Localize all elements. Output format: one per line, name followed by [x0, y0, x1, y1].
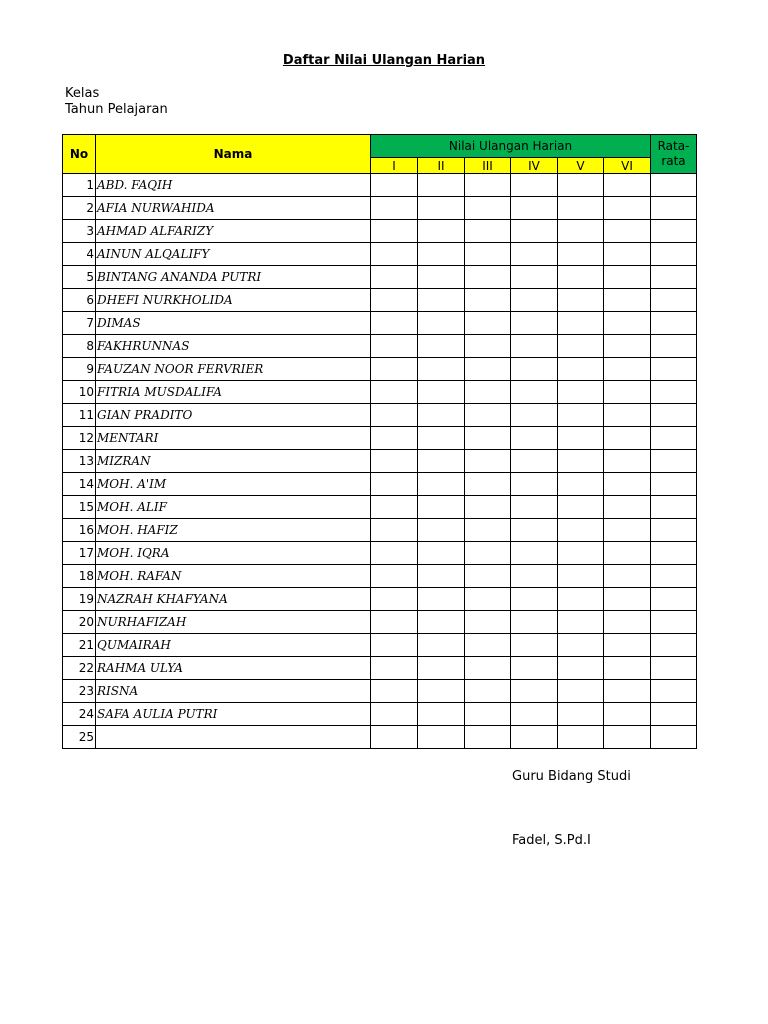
average-cell: [651, 358, 697, 381]
score-cell: [558, 450, 604, 473]
score-cell: [418, 450, 465, 473]
table-row: [63, 266, 697, 289]
score-cell: [511, 634, 558, 657]
score-cell: [465, 381, 511, 404]
row-number: 8: [63, 335, 96, 358]
row-number: 21: [63, 634, 96, 657]
table-row: [63, 565, 697, 588]
score-cell: [604, 358, 651, 381]
score-cell: [511, 496, 558, 519]
student-name: MIZRAN: [96, 450, 371, 473]
student-name: FITRIA MUSDALIFA: [96, 381, 371, 404]
score-cell: [371, 703, 418, 726]
score-cell: [371, 611, 418, 634]
score-cell: [371, 266, 418, 289]
table-row: [63, 404, 697, 427]
score-cell: [558, 657, 604, 680]
row-number: 7: [63, 312, 96, 335]
score-cell: [418, 680, 465, 703]
score-cell: [418, 381, 465, 404]
score-cell: [511, 335, 558, 358]
score-cell: [558, 197, 604, 220]
average-cell: [651, 726, 697, 749]
score-cell: [371, 496, 418, 519]
score-cell: [604, 542, 651, 565]
score-cell: [511, 381, 558, 404]
score-cell: [371, 358, 418, 381]
score-cell: [511, 726, 558, 749]
score-cell: [511, 680, 558, 703]
student-name: FAKHRUNNAS: [96, 335, 371, 358]
score-cell: [558, 519, 604, 542]
header-no: No: [63, 135, 96, 174]
student-name: RISNA: [96, 680, 371, 703]
score-cell: [418, 220, 465, 243]
score-cell: [465, 174, 511, 197]
header-ulangan-6: VI: [604, 158, 651, 174]
row-number: 22: [63, 657, 96, 680]
score-cell: [558, 496, 604, 519]
average-cell: [651, 703, 697, 726]
student-name: AINUN ALQALIFY: [96, 243, 371, 266]
score-cell: [465, 266, 511, 289]
score-cell: [418, 243, 465, 266]
score-cell: [604, 703, 651, 726]
score-cell: [418, 197, 465, 220]
score-cell: [558, 266, 604, 289]
score-cell: [418, 703, 465, 726]
score-cell: [604, 381, 651, 404]
score-cell: [465, 726, 511, 749]
score-cell: [558, 565, 604, 588]
row-number: 19: [63, 588, 96, 611]
score-cell: [418, 358, 465, 381]
student-name: [96, 726, 371, 749]
score-cell: [371, 450, 418, 473]
score-cell: [558, 220, 604, 243]
student-name: AFIA NURWAHIDA: [96, 197, 371, 220]
table-row: [63, 634, 697, 657]
score-cell: [558, 726, 604, 749]
score-cell: [558, 611, 604, 634]
grades-table: [62, 134, 697, 749]
score-cell: [465, 312, 511, 335]
header-rata-rata: Rata-rata: [651, 135, 697, 174]
student-name: BINTANG ANANDA PUTRI: [96, 266, 371, 289]
row-number: 1: [63, 174, 96, 197]
row-number: 10: [63, 381, 96, 404]
table-row: [63, 312, 697, 335]
header-ulangan-4: IV: [511, 158, 558, 174]
row-number: 2: [63, 197, 96, 220]
score-cell: [511, 450, 558, 473]
score-cell: [465, 519, 511, 542]
score-cell: [604, 174, 651, 197]
score-cell: [511, 358, 558, 381]
student-name: ABD. FAQIH: [96, 174, 371, 197]
header-ulangan-2: II: [418, 158, 465, 174]
score-cell: [465, 703, 511, 726]
score-cell: [558, 358, 604, 381]
score-cell: [371, 657, 418, 680]
table-row: [63, 496, 697, 519]
table-row: [63, 220, 697, 243]
score-cell: [558, 404, 604, 427]
tahun-pelajaran-label: Tahun Pelajaran: [65, 102, 168, 117]
score-cell: [465, 450, 511, 473]
score-cell: [604, 335, 651, 358]
score-cell: [371, 174, 418, 197]
average-cell: [651, 174, 697, 197]
score-cell: [371, 473, 418, 496]
score-cell: [371, 404, 418, 427]
score-cell: [604, 726, 651, 749]
score-cell: [604, 450, 651, 473]
score-cell: [558, 174, 604, 197]
score-cell: [465, 404, 511, 427]
student-name: FAUZAN NOOR FERVRIER: [96, 358, 371, 381]
score-cell: [604, 657, 651, 680]
score-cell: [558, 289, 604, 312]
score-cell: [511, 266, 558, 289]
score-cell: [371, 427, 418, 450]
header-ulangan-3: III: [465, 158, 511, 174]
score-cell: [371, 565, 418, 588]
score-cell: [465, 335, 511, 358]
score-cell: [558, 680, 604, 703]
student-name: NURHAFIZAH: [96, 611, 371, 634]
score-cell: [371, 312, 418, 335]
score-cell: [465, 611, 511, 634]
score-cell: [511, 220, 558, 243]
header-ulangan-5: V: [558, 158, 604, 174]
row-number: 13: [63, 450, 96, 473]
score-cell: [465, 473, 511, 496]
score-cell: [465, 657, 511, 680]
table-row: [63, 680, 697, 703]
score-cell: [371, 335, 418, 358]
score-cell: [371, 588, 418, 611]
score-cell: [604, 565, 651, 588]
score-cell: [418, 726, 465, 749]
score-cell: [371, 197, 418, 220]
score-cell: [418, 404, 465, 427]
score-cell: [418, 312, 465, 335]
average-cell: [651, 657, 697, 680]
score-cell: [465, 588, 511, 611]
score-cell: [604, 588, 651, 611]
student-name: RAHMA ULYA: [96, 657, 371, 680]
score-cell: [418, 542, 465, 565]
table-row: [63, 473, 697, 496]
score-cell: [604, 611, 651, 634]
score-cell: [465, 680, 511, 703]
score-cell: [511, 611, 558, 634]
score-cell: [604, 197, 651, 220]
score-cell: [604, 496, 651, 519]
row-number: 25: [63, 726, 96, 749]
score-cell: [604, 312, 651, 335]
score-cell: [371, 634, 418, 657]
score-cell: [371, 289, 418, 312]
score-cell: [371, 726, 418, 749]
average-cell: [651, 335, 697, 358]
score-cell: [418, 657, 465, 680]
table-row: [63, 542, 697, 565]
score-cell: [465, 565, 511, 588]
table-row: [63, 197, 697, 220]
header-ulangan-1: I: [371, 158, 418, 174]
average-cell: [651, 496, 697, 519]
score-cell: [371, 519, 418, 542]
score-cell: [604, 473, 651, 496]
row-number: 20: [63, 611, 96, 634]
grade-rows: [63, 174, 697, 749]
student-name: MOH. ALIF: [96, 496, 371, 519]
score-cell: [511, 519, 558, 542]
score-cell: [418, 588, 465, 611]
score-cell: [558, 473, 604, 496]
average-cell: [651, 611, 697, 634]
score-cell: [604, 634, 651, 657]
score-cell: [558, 243, 604, 266]
score-cell: [371, 220, 418, 243]
student-name: NAZRAH KHAFYANA: [96, 588, 371, 611]
average-cell: [651, 289, 697, 312]
score-cell: [558, 427, 604, 450]
score-cell: [418, 565, 465, 588]
score-cell: [465, 220, 511, 243]
table-row: [63, 519, 697, 542]
average-cell: [651, 427, 697, 450]
score-cell: [418, 611, 465, 634]
average-cell: [651, 197, 697, 220]
table-row: [63, 358, 697, 381]
table-row: [63, 611, 697, 634]
student-name: GIAN PRADITO: [96, 404, 371, 427]
score-cell: [558, 588, 604, 611]
score-cell: [465, 243, 511, 266]
score-cell: [558, 335, 604, 358]
score-cell: [604, 289, 651, 312]
score-cell: [418, 634, 465, 657]
score-cell: [465, 542, 511, 565]
row-number: 3: [63, 220, 96, 243]
score-cell: [511, 174, 558, 197]
table-row: [63, 174, 697, 197]
row-number: 9: [63, 358, 96, 381]
row-number: 11: [63, 404, 96, 427]
table-row: [63, 243, 697, 266]
score-cell: [418, 335, 465, 358]
table-row: [63, 726, 697, 749]
average-cell: [651, 473, 697, 496]
score-cell: [604, 519, 651, 542]
row-number: 6: [63, 289, 96, 312]
score-cell: [371, 381, 418, 404]
student-name: MOH. IQRA: [96, 542, 371, 565]
score-cell: [511, 657, 558, 680]
score-cell: [465, 427, 511, 450]
score-cell: [604, 680, 651, 703]
score-cell: [418, 174, 465, 197]
table-row: [63, 289, 697, 312]
score-cell: [371, 680, 418, 703]
average-cell: [651, 450, 697, 473]
table-row: [63, 588, 697, 611]
kelas-label: Kelas: [65, 86, 100, 101]
average-cell: [651, 565, 697, 588]
score-cell: [511, 243, 558, 266]
row-number: 16: [63, 519, 96, 542]
score-cell: [418, 427, 465, 450]
score-cell: [418, 519, 465, 542]
average-cell: [651, 634, 697, 657]
row-number: 4: [63, 243, 96, 266]
score-cell: [465, 634, 511, 657]
row-number: 12: [63, 427, 96, 450]
row-number: 14: [63, 473, 96, 496]
average-cell: [651, 404, 697, 427]
signature-role: Guru Bidang Studi: [512, 769, 631, 784]
student-name: AHMAD ALFARIZY: [96, 220, 371, 243]
student-name: QUMAIRAH: [96, 634, 371, 657]
student-name: MOH. A'IM: [96, 473, 371, 496]
score-cell: [604, 266, 651, 289]
average-cell: [651, 312, 697, 335]
table-row: [63, 450, 697, 473]
average-cell: [651, 588, 697, 611]
score-cell: [558, 381, 604, 404]
row-number: 24: [63, 703, 96, 726]
score-cell: [558, 703, 604, 726]
student-name: MENTARI: [96, 427, 371, 450]
score-cell: [604, 404, 651, 427]
header-nilai-group: Nilai Ulangan Harian: [371, 135, 651, 158]
score-cell: [604, 220, 651, 243]
score-cell: [511, 289, 558, 312]
student-name: MOH. RAFAN: [96, 565, 371, 588]
score-cell: [511, 197, 558, 220]
score-cell: [558, 312, 604, 335]
table-row: [63, 703, 697, 726]
table-row: [63, 427, 697, 450]
average-cell: [651, 220, 697, 243]
table-row: [63, 657, 697, 680]
average-cell: [651, 542, 697, 565]
score-cell: [418, 473, 465, 496]
row-number: 17: [63, 542, 96, 565]
row-number: 23: [63, 680, 96, 703]
average-cell: [651, 243, 697, 266]
score-cell: [558, 634, 604, 657]
score-cell: [604, 243, 651, 266]
score-cell: [511, 703, 558, 726]
page-title: Daftar Nilai Ulangan Harian: [282, 53, 486, 68]
score-cell: [418, 266, 465, 289]
score-cell: [465, 358, 511, 381]
score-cell: [511, 473, 558, 496]
average-cell: [651, 381, 697, 404]
score-cell: [511, 588, 558, 611]
score-cell: [465, 289, 511, 312]
score-cell: [511, 565, 558, 588]
row-number: 18: [63, 565, 96, 588]
student-name: SAFA AULIA PUTRI: [96, 703, 371, 726]
score-cell: [511, 404, 558, 427]
average-cell: [651, 266, 697, 289]
student-name: DIMAS: [96, 312, 371, 335]
student-name: MOH. HAFIZ: [96, 519, 371, 542]
signature-name: Fadel, S.Pd.I: [512, 833, 591, 848]
student-name: DHEFI NURKHOLIDA: [96, 289, 371, 312]
score-cell: [418, 289, 465, 312]
average-cell: [651, 519, 697, 542]
header-nama: Nama: [96, 135, 371, 174]
row-number: 15: [63, 496, 96, 519]
score-cell: [465, 496, 511, 519]
score-cell: [371, 542, 418, 565]
score-cell: [511, 312, 558, 335]
score-cell: [418, 496, 465, 519]
score-cell: [604, 427, 651, 450]
score-cell: [558, 542, 604, 565]
table-row: [63, 335, 697, 358]
score-cell: [511, 427, 558, 450]
score-cell: [371, 243, 418, 266]
row-number: 5: [63, 266, 96, 289]
table-row: [63, 381, 697, 404]
score-cell: [511, 542, 558, 565]
average-cell: [651, 680, 697, 703]
score-cell: [465, 197, 511, 220]
